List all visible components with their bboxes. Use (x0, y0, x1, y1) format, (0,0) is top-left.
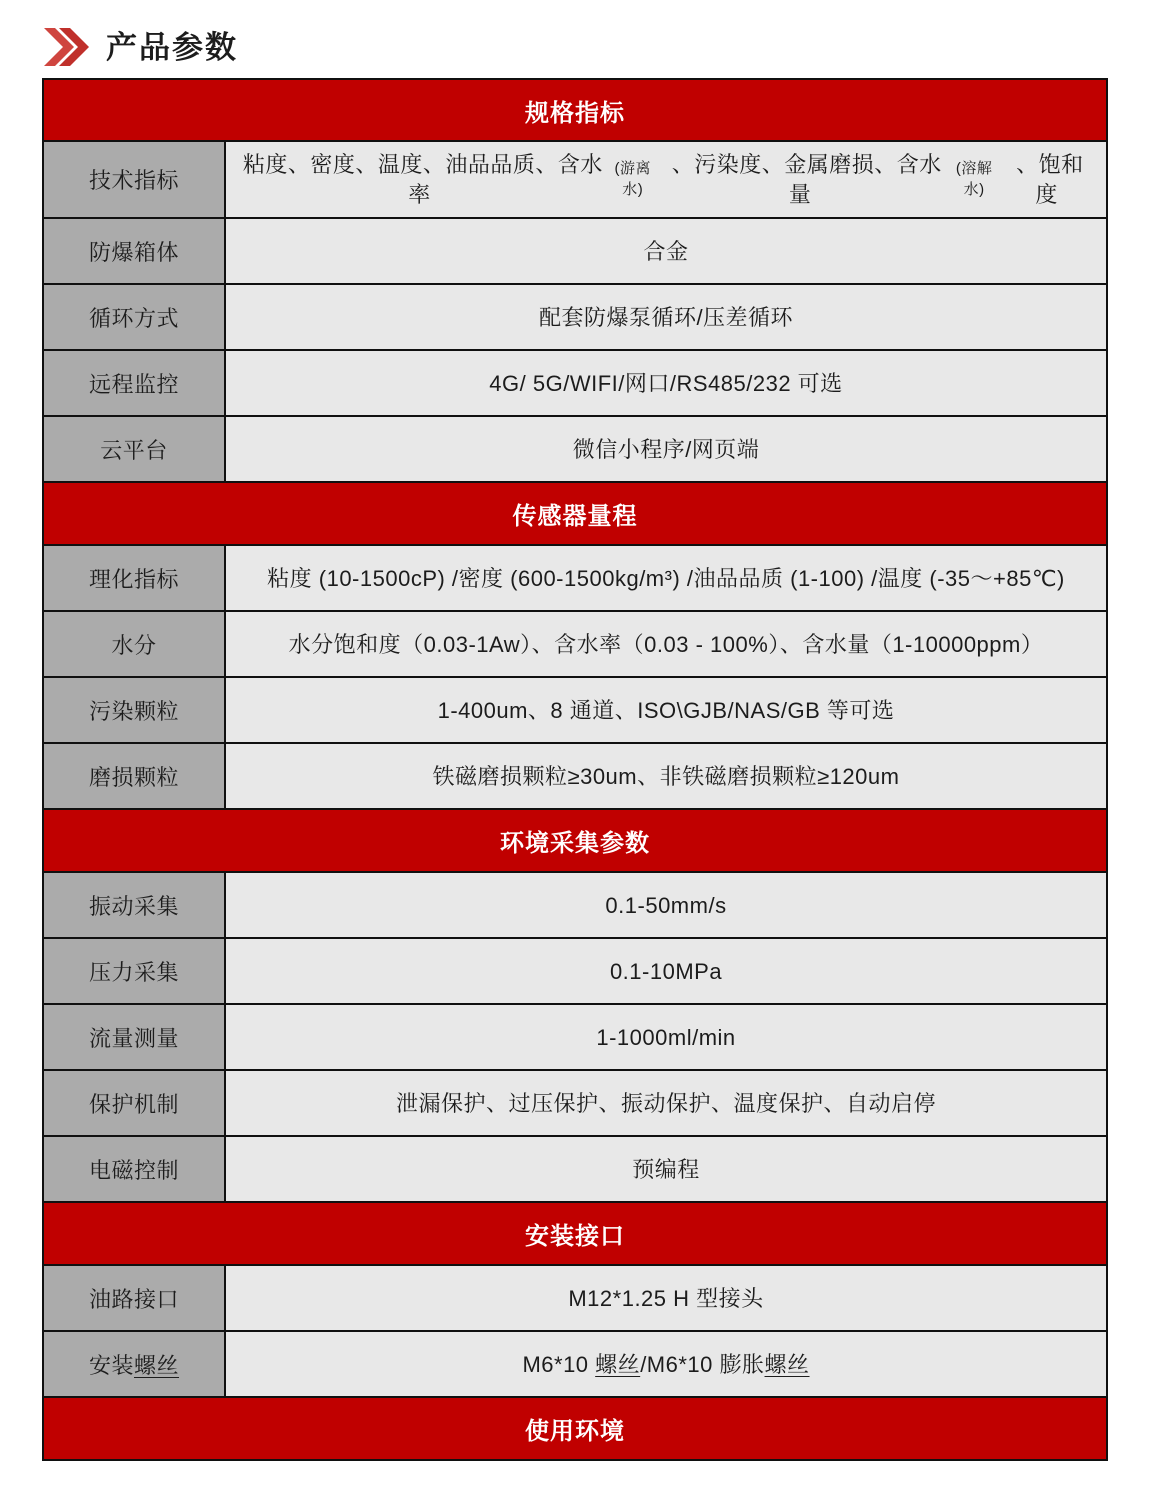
value-text: 1-400um、8 通道、ISO\GJB/NAS/GB 等可选 (437, 697, 895, 723)
value-text: 预编程 (632, 1156, 700, 1182)
value-text-segment: 、饱和度 (1009, 152, 1084, 207)
spec-row (44, 610, 1106, 676)
spec-row (44, 937, 1106, 1003)
label-text: 磨损颗粒 (88, 764, 179, 790)
value-text: 粘度 (10-1500cP) /密度 (600-1500kg/m³) /油品品质 (1-100) /温度 (-35～+85℃) (267, 565, 1065, 591)
label-text: 技术指标 (88, 168, 179, 194)
spec-label-cell (44, 744, 226, 808)
section-header: 传感器量程 (44, 481, 1106, 544)
label-text: 水分 (111, 632, 157, 658)
spec-label-cell (44, 1005, 226, 1069)
value-text-segment: 粘度、密度、温度、油品品质、含水率 (242, 152, 603, 207)
value-text-segment: M6*10 (522, 1351, 596, 1377)
spec-label-cell (44, 1266, 226, 1330)
label-text: 远程监控 (88, 371, 179, 397)
label-text: 污染颗粒 (88, 698, 179, 724)
spec-value-cell (226, 417, 1106, 481)
spec-value-cell (226, 1332, 1106, 1396)
spec-value-cell (226, 1266, 1106, 1330)
spec-label-cell (44, 873, 226, 937)
value-text-segment: 、污染度、金属磨损、含水量 (665, 152, 942, 207)
spec-row (44, 283, 1106, 349)
value-text: 合金 (643, 238, 689, 264)
spec-label-cell (44, 142, 226, 217)
spec-value-cell (226, 351, 1106, 415)
label-text: 流量测量 (88, 1025, 179, 1051)
spec-label-cell (44, 285, 226, 349)
label-text: 防爆箱体 (88, 239, 179, 265)
spec-value-cell (226, 612, 1106, 676)
value-text-segment: 螺丝 (764, 1351, 810, 1377)
spec-label-cell (44, 351, 226, 415)
label-text: 油路接口 (88, 1286, 179, 1312)
product-spec-table (42, 78, 1108, 1461)
spec-value-cell (226, 678, 1106, 742)
value-text: 微信小程序/网页端 (572, 436, 760, 462)
spec-value-cell (226, 744, 1106, 808)
section-header: 使用环境 (44, 1396, 1106, 1459)
value-text: 4G/ 5G/WIFI/网口/RS485/232 可选 (489, 370, 843, 396)
page-title: 产品参数 (106, 29, 238, 65)
spec-label-cell (44, 417, 226, 481)
spec-row (44, 415, 1106, 481)
label-text: 压力采集 (88, 959, 179, 985)
label-text: 云平台 (100, 437, 168, 463)
spec-row (44, 217, 1106, 283)
label-text: 保护机制 (88, 1091, 179, 1117)
spec-row (44, 871, 1106, 937)
label-text: 循环方式 (88, 305, 179, 331)
value-text: 泄漏保护、过压保护、振动保护、温度保护、自动启停 (395, 1090, 936, 1116)
spec-row (44, 742, 1106, 808)
spec-label-cell (44, 1137, 226, 1201)
spec-label-cell (44, 612, 226, 676)
spec-value-cell (226, 546, 1106, 610)
spec-row (44, 676, 1106, 742)
label-text: 振动采集 (88, 893, 179, 919)
spec-value-cell (226, 142, 1106, 217)
spec-row (44, 544, 1106, 610)
spec-value-cell (226, 1005, 1106, 1069)
value-text: 1-1000ml/min (596, 1024, 736, 1050)
spec-value-cell (226, 285, 1106, 349)
label-text: 电磁控制 (88, 1157, 179, 1183)
value-text: 0.1-10MPa (609, 958, 723, 984)
spec-row (44, 1330, 1106, 1396)
value-text: 配套防爆泵循环/压差循环 (538, 304, 794, 330)
spec-value-cell (226, 939, 1106, 1003)
value-text-segment: 螺丝 (595, 1351, 641, 1377)
value-text: M12*1.25 H 型接头 (568, 1285, 764, 1311)
spec-value-cell (226, 1137, 1106, 1201)
label-text-segment: 安装 (88, 1352, 134, 1378)
spec-value-cell (226, 873, 1106, 937)
spec-row (44, 1264, 1106, 1330)
spec-label-cell (44, 1332, 226, 1396)
value-text-segment: (溶解水) (955, 160, 993, 198)
spec-label-cell (44, 1071, 226, 1135)
value-text: 水分饱和度（0.03-1Aw）、含水率（0.03 - 100%）、含水量（1-10000ppm） (288, 631, 1044, 657)
spec-value-cell (226, 219, 1106, 283)
spec-label-cell (44, 219, 226, 283)
spec-label-cell (44, 546, 226, 610)
spec-row (44, 140, 1106, 217)
spec-label-cell (44, 678, 226, 742)
spec-value-cell (226, 1071, 1106, 1135)
spec-row (44, 1135, 1106, 1201)
spec-row (44, 1003, 1106, 1069)
value-text: 0.1-50mm/s (605, 892, 727, 918)
section-header: 规格指标 (44, 80, 1106, 140)
spec-row (44, 1069, 1106, 1135)
label-text: 理化指标 (88, 566, 179, 592)
spec-label-cell (44, 939, 226, 1003)
spec-row (44, 349, 1106, 415)
value-text-segment: /M6*10 膨胀 (640, 1351, 765, 1377)
section-header: 安装接口 (44, 1201, 1106, 1264)
value-text: 铁磁磨损颗粒≥30um、非铁磁磨损颗粒≥120um (432, 763, 900, 789)
page-header (0, 0, 1149, 72)
double-chevron-icon (44, 28, 90, 66)
section-header: 环境采集参数 (44, 808, 1106, 871)
label-text-segment: 螺丝 (134, 1352, 180, 1378)
value-text-segment: (游离水) (614, 160, 651, 198)
